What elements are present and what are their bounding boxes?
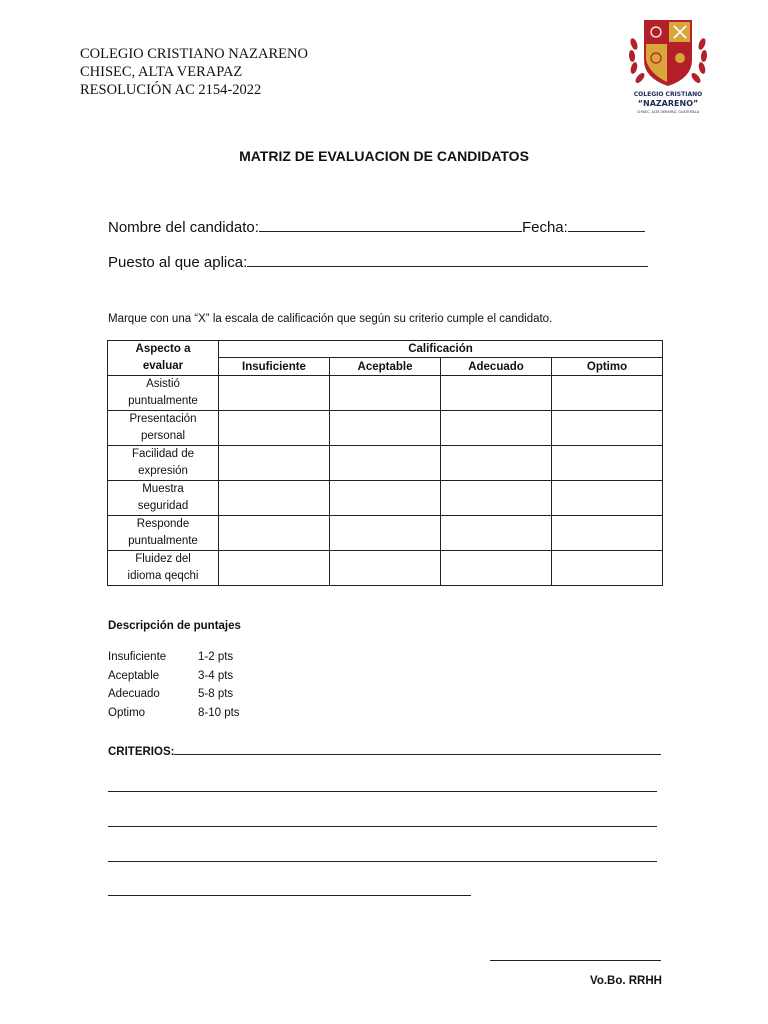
rating-cell[interactable] [552,411,663,446]
aspect-line: idioma qeqchi [127,570,199,582]
rating-column-aceptable: Aceptable [330,358,441,376]
evaluation-table [107,340,663,586]
criterios-row [108,742,661,758]
aspect-line: Facilidad de [131,448,194,460]
aspect-cell [108,446,219,481]
score-value: 8-10 pts [198,706,240,719]
score-label: Optimo [108,706,146,719]
criterios-line[interactable] [108,861,657,862]
aspect-line: personal [140,430,186,442]
scores-title: Descripción de puntajes [108,620,241,632]
candidate-name-field[interactable] [259,216,522,232]
table-row [108,516,663,551]
criterios-line[interactable] [108,826,657,827]
rating-cell[interactable] [219,481,330,516]
rating-column-optimo: Optimo [552,358,663,376]
table-row [108,411,663,446]
aspect-line: puntualmente [128,395,198,407]
rating-cell[interactable] [330,411,441,446]
list-item [108,667,240,686]
scores-list [108,648,240,722]
logo-text-bottom: CHISEC, ALTA VERAPAZ, GUATEMALA [636,110,700,114]
rating-cell[interactable] [219,411,330,446]
rating-cell[interactable] [219,516,330,551]
school-location: CHISEC, ALTA VERAPAZ [80,64,243,80]
table-row [108,481,663,516]
school-name: COLEGIO CRISTIANO NAZARENO [80,46,308,62]
rating-cell[interactable] [330,516,441,551]
score-label: Aceptable [108,669,160,682]
aspect-line: Presentación [129,413,197,425]
signature-line[interactable] [490,960,661,961]
score-label: Adecuado [108,688,160,700]
rating-header: Calificación [219,341,663,358]
criterios-field[interactable] [174,742,661,755]
rating-cell[interactable] [330,481,441,516]
rating-cell[interactable] [330,446,441,481]
signature-label: Vo.Bo. RRHH [590,975,662,987]
logo-text-main: “NAZARENO” [637,99,699,108]
rating-cell[interactable] [219,551,330,586]
aspect-line: Fluidez del [135,553,191,565]
aspect-line: seguridad [137,500,189,512]
criterios-line[interactable] [108,895,471,896]
rating-cell[interactable] [441,516,552,551]
list-item [108,704,240,723]
position-row [108,251,648,271]
rating-cell[interactable] [441,411,552,446]
rating-cell[interactable] [552,516,663,551]
candidate-name-label: Nombre del candidato: [108,219,259,236]
aspect-cell [108,411,219,446]
score-value: 1-2 pts [198,651,234,663]
list-item [108,685,240,704]
rating-cell[interactable] [219,376,330,411]
aspect-cell [108,376,219,411]
logo-text-top: COLEGIO CRISTIANO [633,91,703,98]
school-logo-icon [626,14,710,118]
position-field[interactable] [247,251,648,267]
aspect-header-line: Aspecto a [135,343,191,355]
rating-cell[interactable] [441,481,552,516]
aspect-cell [108,516,219,551]
criterios-label: CRITERIOS: [108,746,175,758]
rating-column-insuficiente: Insuficiente [219,358,330,376]
position-label: Puesto al que aplica: [108,254,248,271]
score-value: 3-4 pts [198,669,234,682]
rating-cell[interactable] [219,446,330,481]
rating-cell[interactable] [552,551,663,586]
page-title: MATRIZ DE EVALUACION DE CANDIDATOS [239,148,529,164]
rating-column-adecuado: Adecuado [441,358,552,376]
score-label: Insuficiente [108,651,167,663]
rating-cell[interactable] [330,376,441,411]
candidate-name-row [108,216,645,236]
rating-cell[interactable] [441,446,552,481]
aspect-line: puntualmente [128,535,198,547]
aspect-line: Asistió [146,378,180,390]
score-value: 5-8 pts [198,688,234,700]
table-row [108,446,663,481]
rating-cell[interactable] [552,481,663,516]
school-header [80,45,308,99]
date-field[interactable] [568,216,645,232]
rating-cell[interactable] [441,376,552,411]
aspect-line: Responde [136,518,190,530]
criterios-line[interactable] [108,791,657,792]
aspect-cell [108,551,219,586]
rating-cell[interactable] [552,446,663,481]
table-row [108,376,663,411]
date-label: Fecha: [521,219,568,236]
list-item [108,648,240,667]
aspect-header-line: evaluar [142,360,184,372]
rating-cell[interactable] [441,551,552,586]
rating-cell[interactable] [552,376,663,411]
aspect-header [108,341,219,376]
instruction-text: Marque con una “X” la escala de calificación que según su criterio cumple el candidato. [108,313,553,325]
rating-cell[interactable] [330,551,441,586]
school-resolution: RESOLUCIÓN AC 2154-2022 [80,82,262,98]
aspect-cell [108,481,219,516]
aspect-line: expresión [138,465,188,477]
table-row [108,551,663,586]
aspect-line: Muestra [142,483,184,495]
